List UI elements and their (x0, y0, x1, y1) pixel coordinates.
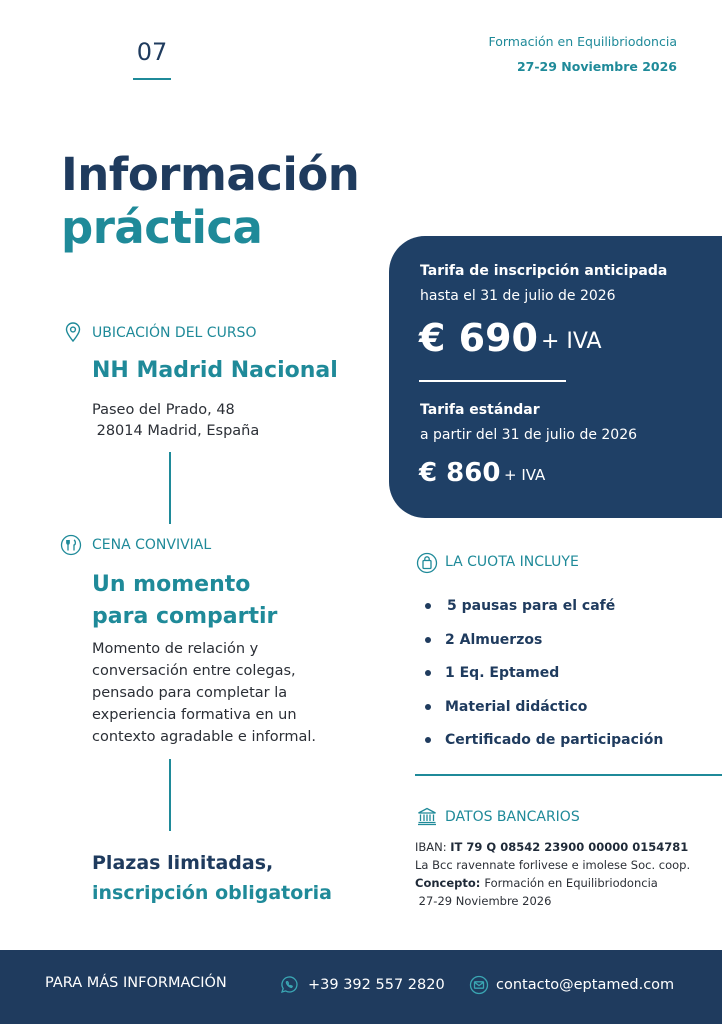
list-item (425, 728, 663, 762)
bag-icon (416, 552, 438, 574)
section-divider (415, 774, 722, 776)
standard-rate-start: a partir del 31 de julio de 2026 (420, 427, 638, 443)
email-link[interactable]: contacto@eptamed.com (496, 977, 675, 993)
divider-line (169, 452, 171, 524)
dinner-description: Momento de relación y conversación entre colegas, pensado para completar la experiencia formativa en un contexto agradable e informal. (92, 641, 316, 745)
early-price-tax: + IVA (541, 329, 602, 354)
map-pin-icon (62, 321, 84, 343)
includes-list (425, 594, 663, 762)
list-item-label: 1 Eq. Eptamed (445, 665, 560, 682)
dinner-title-line2: para compartir (92, 604, 278, 629)
dinner-heading: CENA CONVIVIAL (92, 537, 212, 553)
early-rate-deadline: hasta el 31 de julio de 2026 (420, 288, 616, 304)
standard-rate-label: Tarifa estándar (420, 402, 540, 418)
event-title: Formación en Equilibriodoncia (488, 34, 677, 49)
list-item-label: 5 pausas para el café (447, 598, 616, 614)
standard-price: € 860 (419, 458, 501, 488)
divider-line (169, 759, 171, 831)
page-title-line1: Información (61, 148, 360, 201)
bullet-icon (425, 704, 431, 710)
list-item-label: 2 Almuerzos (445, 631, 543, 648)
page-number-underline (133, 78, 171, 80)
cutlery-icon (60, 534, 82, 556)
list-item-label: Material didáctico (445, 698, 588, 715)
footer-info-label: PARA MÁS INFORMACIÓN (45, 975, 227, 991)
iban-line (415, 840, 688, 854)
event-dates: 27-29 Noviembre 2026 (516, 59, 677, 74)
page-number: 07 (136, 38, 168, 66)
bullet-icon (425, 637, 431, 643)
concept-dates: 27-29 Noviembre 2026 (415, 894, 552, 908)
dinner-title-line1: Un momento (92, 572, 251, 597)
bank-heading: DATOS BANCARIOS (445, 809, 580, 825)
bank-name: La Bcc ravennate forlivese e imolese Soc. coop. (415, 858, 691, 872)
whatsapp-icon (279, 975, 299, 995)
concept-label: Concepto: (415, 876, 485, 890)
bank-icon (416, 805, 438, 827)
bullet-icon (425, 603, 431, 609)
limited-places-line2: inscripción obligatoria (92, 882, 333, 904)
standard-price-tax: + IVA (504, 466, 546, 484)
list-item (425, 594, 663, 628)
phone-link[interactable]: +39 392 557 2820 (308, 977, 445, 993)
list-item-label: Certificado de participación (445, 732, 664, 749)
includes-heading: LA CUOTA INCLUYE (445, 554, 579, 570)
iban-label: IBAN: (415, 840, 451, 854)
concept-line (415, 876, 658, 890)
address-line2: 28014 Madrid, España (92, 423, 260, 439)
page-title-line2: práctica (61, 201, 263, 254)
early-price: € 690 (419, 316, 538, 360)
venue-name: NH Madrid Nacional (92, 358, 338, 383)
email-icon (469, 975, 489, 995)
list-item (425, 628, 663, 662)
early-rate-label: Tarifa de inscripción anticipada (420, 263, 668, 279)
limited-places-line1: Plazas limitadas, (92, 852, 274, 874)
location-heading: UBICACIÓN DEL CURSO (92, 325, 257, 341)
price-divider (419, 380, 566, 382)
list-item (425, 661, 663, 695)
iban-value: IT 79 Q 08542 23900 00000 0154781 (450, 840, 689, 854)
address-line1: Paseo del Prado, 48 (92, 402, 235, 418)
concept-value: Formación en Equilibriodoncia (484, 876, 658, 890)
list-item (425, 695, 663, 729)
